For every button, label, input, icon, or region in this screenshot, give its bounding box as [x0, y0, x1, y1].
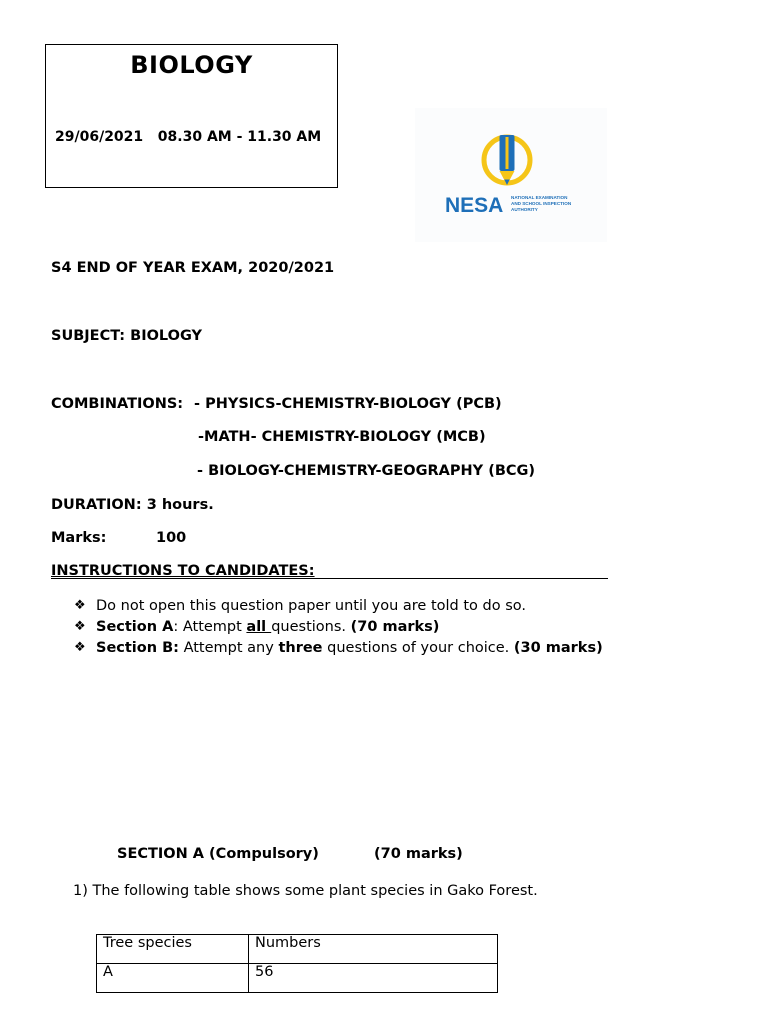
instruction-3-text-a: Attempt any — [178, 640, 279, 656]
question-1 — [73, 883, 538, 899]
instructions-underline — [51, 578, 608, 579]
marks-label: Marks: — [51, 530, 107, 546]
section-b-marks: (30 marks) — [513, 640, 603, 656]
combination-pcb: - PHYSICS-CHEMISTRY-BIOLOGY (PCB) — [194, 396, 502, 412]
nesa-tagline-2: AND SCHOOL INSPECTION — [511, 201, 572, 206]
instruction-item-3 — [74, 640, 654, 660]
instructions-heading: INSTRUCTIONS TO CANDIDATES: — [51, 563, 315, 579]
header-box — [45, 44, 338, 188]
combination-bcg: - BIOLOGY-CHEMISTRY-GEOGRAPHY (BCG) — [197, 463, 536, 479]
table-header-cell: Numbers — [249, 935, 498, 964]
diamond-bullet-icon: ❖ — [74, 640, 86, 655]
instruction-2-text-b: questions. — [271, 619, 351, 635]
duration-label: DURATION: — [51, 497, 142, 513]
table-cell: A — [97, 964, 249, 993]
question-number: 1) — [73, 883, 88, 899]
table-header-cell: Tree species — [97, 935, 249, 964]
subject-title: BIOLOGY — [130, 51, 253, 79]
diamond-bullet-icon: ❖ — [74, 619, 86, 634]
table-row — [97, 964, 498, 993]
exam-date: 29/06/2021 — [55, 129, 144, 145]
instruction-text-3 — [96, 640, 603, 656]
section-a-marks-heading: (70 marks) — [374, 846, 463, 862]
instruction-3-text-b: questions of your choice. — [322, 640, 514, 656]
instruction-text-2 — [96, 619, 439, 635]
duration-line — [51, 497, 214, 513]
nesa-logo-icon — [415, 108, 607, 242]
question-text: The following table shows some plant species in Gako Forest. — [92, 883, 538, 899]
combination-mcb: -MATH- CHEMISTRY-BIOLOGY (MCB) — [198, 429, 486, 445]
nesa-tagline-3: AUTHORITY — [511, 207, 538, 212]
nesa-logo-wordmark: NESA — [445, 194, 504, 217]
instruction-text-1: Do not open this question paper until you are told to do so. — [96, 598, 526, 614]
emphasis-three: three — [278, 640, 323, 656]
duration-value: 3 hours. — [146, 497, 214, 513]
section-a-label: Section A — [96, 619, 174, 635]
section-a-marks: (70 marks) — [350, 619, 440, 635]
exam-subject: SUBJECT: BIOLOGY — [51, 328, 203, 344]
instruction-item-2 — [74, 619, 634, 639]
marks-value: 100 — [156, 530, 187, 546]
nesa-tagline-1: NATIONAL EXAMINATION — [511, 195, 568, 200]
species-table — [96, 934, 498, 993]
section-b-label: Section B: — [96, 640, 179, 656]
exam-title: S4 END OF YEAR EXAM, 2020/2021 — [51, 260, 335, 276]
diamond-bullet-icon: ❖ — [74, 598, 86, 613]
emphasis-all: all — [246, 619, 272, 635]
table-cell: 56 — [249, 964, 498, 993]
instruction-item-1 — [74, 598, 634, 618]
instruction-2-text-a: : Attempt — [173, 619, 247, 635]
section-a-title: SECTION A (Compulsory) — [117, 846, 319, 862]
nesa-logo — [415, 108, 607, 242]
exam-date-time — [55, 129, 321, 145]
table-header-row — [97, 935, 498, 964]
exam-time: 08.30 AM - 11.30 AM — [157, 129, 322, 145]
combinations-label: COMBINATIONS: — [51, 396, 184, 412]
